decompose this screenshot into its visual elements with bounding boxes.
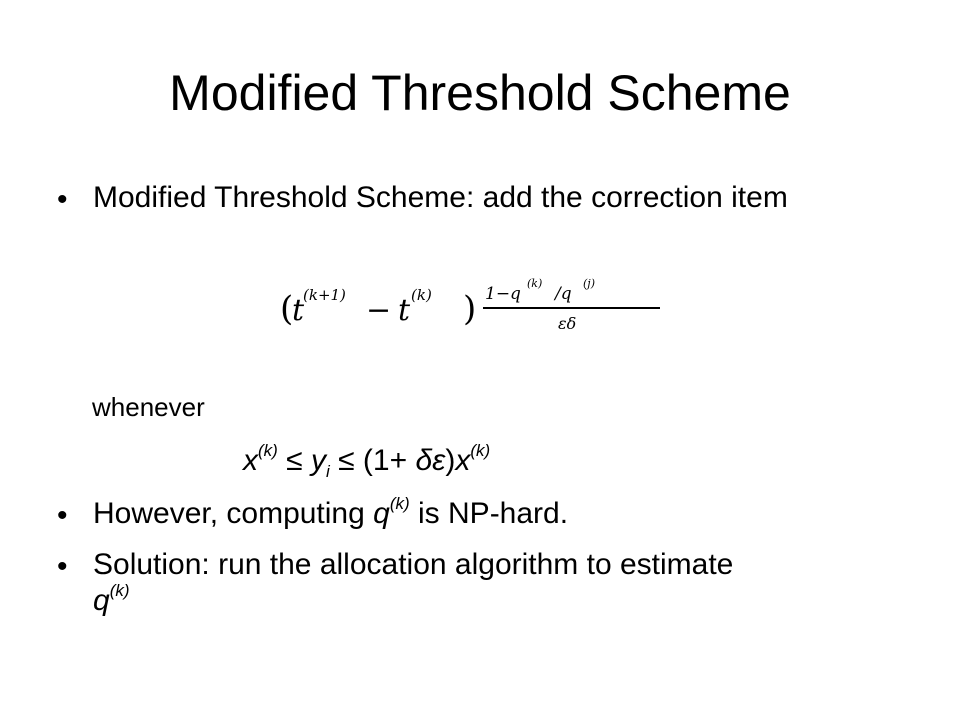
- ineq-sup-k: (k): [258, 441, 278, 460]
- formula-num-sup-j: (j): [583, 277, 595, 290]
- bullet3-q: q: [93, 584, 110, 617]
- ineq-sup-k2: (k): [470, 441, 491, 460]
- bullet-marker: •: [57, 183, 68, 216]
- formula-denominator: εδ: [558, 314, 577, 333]
- correction-formula: [280, 274, 670, 342]
- bullet-marker: •: [57, 550, 68, 583]
- bullet-np-hard: [93, 496, 568, 532]
- whenever-label: whenever: [92, 392, 205, 422]
- ineq-close: ): [445, 444, 456, 477]
- formula-sup-k2: (k): [411, 286, 432, 304]
- bullet3-line1: Solution: run the allocation algorithm to estimate: [93, 548, 734, 581]
- formula-sup-k1: (k+1): [303, 286, 346, 304]
- formula-slash-q: /q: [555, 284, 572, 304]
- formula-t1: t: [292, 293, 305, 328]
- ineq-paren: (1+: [362, 444, 408, 477]
- ineq-le-2: ≤: [338, 444, 355, 477]
- bullet3-sup: (k): [109, 581, 130, 600]
- formula-close-paren: ): [463, 289, 477, 329]
- formula-num-sup-k: (k): [527, 277, 543, 290]
- ineq-le-1: ≤: [286, 444, 303, 477]
- formula-numerator: 1−q: [485, 284, 521, 304]
- slide-title: Modified Threshold Scheme: [169, 65, 791, 121]
- ineq-sub-i: i: [325, 462, 330, 481]
- ineq-x: x: [243, 444, 258, 477]
- ineq-y: y: [310, 444, 326, 477]
- formula-t2: t: [398, 293, 411, 328]
- bullet-solution: [93, 547, 893, 619]
- bullet-correction-item: Modified Threshold Scheme: add the correction item: [93, 181, 788, 214]
- inequality: [243, 443, 490, 479]
- bullet2-prefix: However, computing: [93, 497, 365, 530]
- formula-minus: −: [366, 293, 392, 328]
- ineq-delta-eps: δε: [415, 444, 446, 477]
- bullet-marker: •: [57, 499, 68, 532]
- ineq-x2: x: [455, 444, 471, 477]
- bullet2-sup: (k): [389, 494, 410, 513]
- formula-open-paren: (: [280, 289, 294, 329]
- bullet2-suffix: is NP-hard.: [418, 497, 569, 530]
- bullet2-q: q: [373, 497, 390, 530]
